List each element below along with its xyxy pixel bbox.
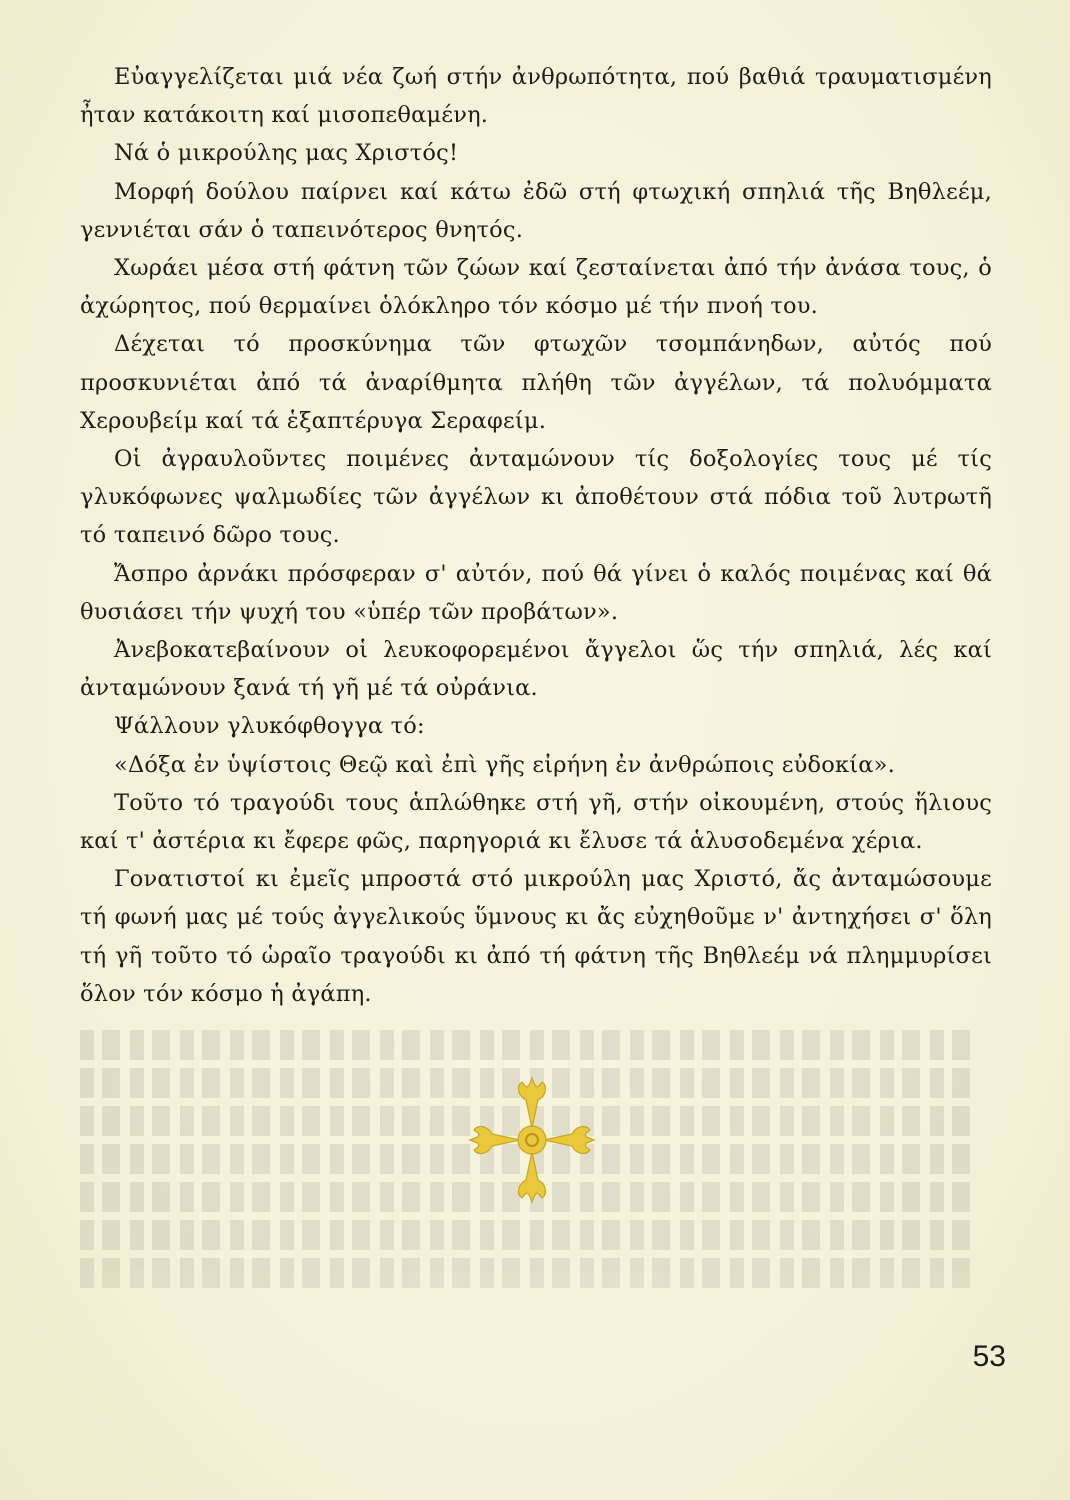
paragraph-3: Μορφή δούλου παίρνει καί κάτω ἐδῶ στή φτωχική σπηλιά τῆς Βηθλεέμ, γεννιέται σάν ὁ ταπεινότερος θνητός. bbox=[80, 178, 992, 243]
paragraph-11: Τοῦτο τό τραγούδι τους ἁπλώθηκε στή γῆ, στήν οἰκουμένη, στούς ἥλιους καί τ' ἀστέρια κι ἔφερε φῶς, παρηγοριά κι ἔλυσε τά ἁλυσοδεμένα χέρια. bbox=[80, 789, 992, 855]
paragraph-7: Ἄσπρο ἀρνάκι πρόσφεραν σ' αὐτόν, πού θά γίνει ὁ καλός ποιμένας καί θά θυσιάσει τήν ψυχή του «ὑπέρ τῶν προβάτων». bbox=[80, 560, 992, 625]
paragraph-12: Γονατιστοί κι ἐμεῖς μπροστά στό μικρούλη μας Χριστό, ἄς ἀνταμώσουμε τή φωνή μας μέ τούς ἀγγελικούς ὕμνους κι ἄς εὐχηθοῦμε ν' ἀντηχήσει σ' ὅλη τή γῆ τοῦτο τό ὡραῖο τραγούδι κι ἀπό τή φάτνη τῆς Βηθλεέμ νά πλημμυρίσει ὅλον τόν κόσμο ἡ ἀγάπη. bbox=[80, 866, 992, 1007]
paragraph-2: Νά ὁ μικρούλης μας Χριστός! bbox=[114, 140, 459, 167]
paragraph-4: Χωράει μέσα στή φάτνη τῶν ζώων καί ζεσταίνεται ἀπό τήν ἀνάσα τους, ὁ ἀχώρητος, πού θερμαίνει ὁλόκληρο τόν κόσμο μέ τήν πνοή του. bbox=[80, 255, 992, 320]
paragraph-1: Εὐαγγελίζεται μιά νέα ζωή στήν ἀνθρωπότητα, πού βαθιά τραυματισμένη ἦταν κατάκοιτη καί μισοπεθαμένη. bbox=[80, 64, 992, 129]
paragraph-5: Δέχεται τό προσκύνημα τῶν φτωχῶν τσομπάνηδων, αὐτός πού προσκυνιέται ἀπό τά ἀναρίθμητα πλήθη τῶν ἀγγέλων, τά πολυόμματα Χερουβείμ καί τά ἑξαπτέρυγα Σεραφείμ. bbox=[80, 331, 992, 434]
page-number: 53 bbox=[972, 1340, 1006, 1373]
paragraph-10: «Δόξα ἐν ὑψίστοις Θεῷ καὶ ἐπὶ γῆς εἰρήνη ἐν ἀνθρώποις εὐδοκία». bbox=[114, 751, 895, 778]
paragraph-9: Ψάλλουν γλυκόφθογγα τό: bbox=[114, 713, 425, 740]
body-text bbox=[80, 58, 992, 1013]
golden-cross-fleury-icon bbox=[462, 1070, 602, 1210]
paragraph-6: Οἱ ἀγραυλοῦντες ποιμένες ἀνταμώνουν τίς δοξολογίες τους μέ τίς γλυκόφωνες ψαλμωδίες τῶν ἀγγέλων κι ἀποθέτουν στά πόδια τοῦ λυτρωτῆ τό ταπεινό δῶρο τους. bbox=[80, 446, 992, 549]
paragraph-8: Ἀνεβοκατεβαίνουν οἱ λευκοφορεμένοι ἄγγελοι ὥς τήν σπηλιά, λές καί ἀνταμώνουν ξανά τή γῆ μέ τά οὐράνια. bbox=[80, 637, 992, 702]
